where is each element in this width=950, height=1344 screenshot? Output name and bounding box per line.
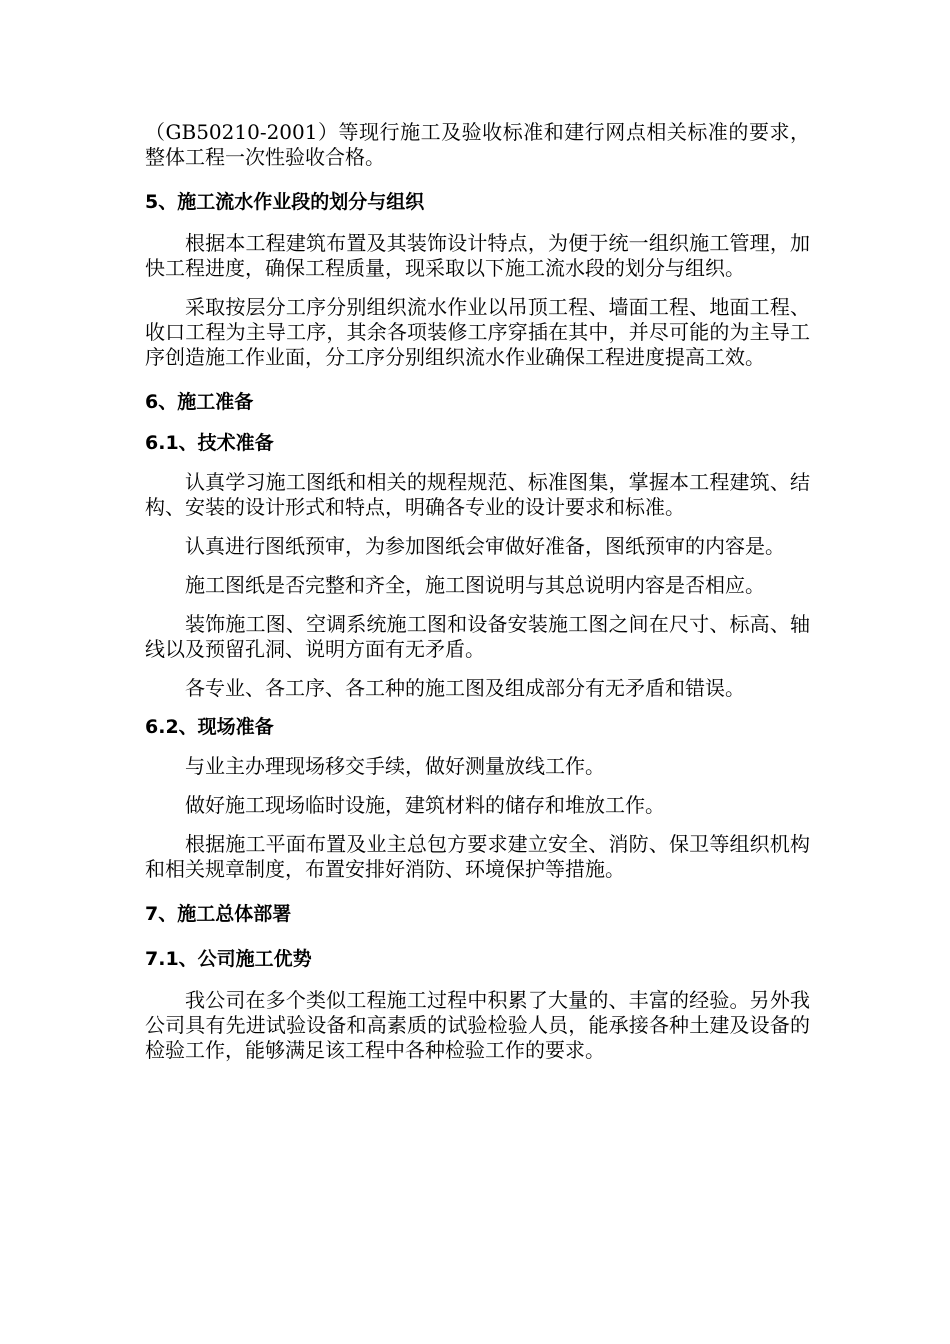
section-heading: 5、施工流水作业段的划分与组织 [145, 191, 425, 213]
paragraph: 根据施工平面布置及业主总包方要求建立安全、消防、保卫等组织机构和相关规章制度，布置安排好消防、环境保护等措施。 [145, 832, 810, 881]
paragraph: 根据本工程建筑布置及其装饰设计特点，为便于统一组织施工管理，加快工程进度，确保工程质量，现采取以下施工流水段的划分与组织。 [145, 231, 810, 280]
subsection-heading: 6.1、技术准备 [145, 432, 274, 454]
subsection-heading: 7.1、公司施工优势 [145, 948, 312, 970]
section-heading: 7、施工总体部署 [145, 903, 292, 925]
paragraph: 各专业、各工序、各工种的施工图及组成部分有无矛盾和错误。 [185, 676, 745, 700]
paragraph: （GB50210-2001）等现行施工及验收标准和建行网点相关标准的要求，整体工程一次性验收合格。 [145, 120, 810, 169]
paragraph: 做好施工现场临时设施，建筑材料的储存和堆放工作。 [185, 793, 665, 817]
paragraph: 装饰施工图、空调系统施工图和设备安装施工图之间在尺寸、标高、轴线以及预留孔洞、说明方面有无矛盾。 [145, 612, 810, 661]
paragraph: 采取按层分工序分别组织流水作业以吊顶工程、墙面工程、地面工程、收口工程为主导工序，其余各项装修工序穿插在其中，并尽可能的为主导工序创造施工作业面，分工序分别组织流水作业确保工程进度提高工效。 [145, 295, 810, 369]
paragraph: 认真进行图纸预审，为参加图纸会审做好准备，图纸预审的内容是。 [185, 534, 785, 558]
document-page [145, 120, 810, 1077]
subsection-heading: 6.2、现场准备 [145, 716, 274, 738]
paragraph: 我公司在多个类似工程施工过程中积累了大量的、丰富的经验。另外我公司具有先进试验设备和高素质的试验检验人员，能承接各种土建及设备的检验工作，能够满足该工程中各种检验工作的要求。 [145, 988, 810, 1062]
paragraph: 认真学习施工图纸和相关的规程规范、标准图集，掌握本工程建筑、结构、安装的设计形式和特点，明确各专业的设计要求和标准。 [145, 470, 810, 519]
paragraph: 与业主办理现场移交手续，做好测量放线工作。 [185, 754, 605, 778]
paragraph: 施工图纸是否完整和齐全，施工图说明与其总说明内容是否相应。 [185, 573, 765, 597]
section-heading: 6、施工准备 [145, 391, 254, 413]
